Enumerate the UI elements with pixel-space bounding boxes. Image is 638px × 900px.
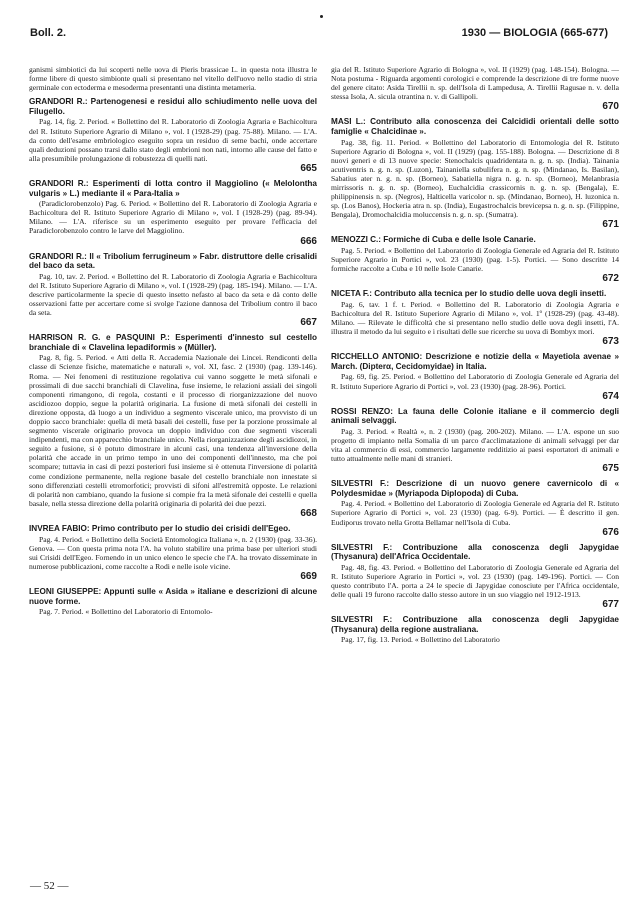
entry-number: 667	[300, 317, 317, 329]
abstract-entry	[29, 65, 317, 92]
entry-number: 665	[300, 162, 317, 174]
abstract-entry	[331, 65, 619, 112]
entry-number: 674	[602, 390, 619, 402]
entry-text: (Paradiclorobenzolo) Pag. 6. Period. « Bollettino del R. Laboratorio di Zoologia Agraria e Bachicoltura del R. Istituto Superiore Agrario di Milano », vol. I (1928-29) (pag. 89-94). Milano. — L'A. riferisce su un esperimento eseguito per provare l'efficacia del Paradiclorobenzolo contro le larve del Maggiolino.	[29, 199, 317, 236]
abstract-entry	[331, 479, 619, 537]
entry-text: Pag. 3. Period. « Realtà », n. 2 (1930) (pag. 200-202). Milano. — L'A. espone un suo progetto di impianto nella Somalia di un parco d'acclimatazione di animali selvaggi per dar vita al commercio di essi, commercio largamente redditizio ai paesi esportatori di animali e tutto attualmente nelle mani di stranieri.	[331, 426, 619, 464]
abstract-entry	[331, 235, 619, 284]
entry-title: NICETA F.: Contributo alla tecnica per lo studio delle uova degli insetti.	[331, 289, 607, 299]
entry-title: SILVESTRI F.: Descrizione di un nuovo genere cavernicolo di « Polydesmidae » (Myriapoda Diplopoda) di Cuba.	[331, 479, 619, 498]
abstract-entry	[29, 252, 317, 329]
abstract-entry	[331, 407, 619, 475]
abstract-entry	[29, 97, 317, 174]
entry-title: MASI L.: Contributo alla conoscenza dei Calcididi orientali delle sotto famiglie « Chalcidinae ».	[331, 117, 619, 136]
entry-title: HARRISON R. G. e PASQUINI P.: Esperimenti d'innesto sul cestello branchiale di « Clavelina lepadiformis » (Müller).	[29, 333, 317, 352]
entry-text: Pag. 4. Period. « Bollettino della Società Entomologica Italiana », n. 2 (1930) (pag. 33-36). Genova. — Con questa prima nota l'A. ha voluto stabilire una prima base per ulteriori studi sui Crisidi dell'Egeo. Fornendo in un unico elenco le specie che l'A. ha trovato disseminate in numerose pubblicazioni, come raccolte a Rodi e nelle isole vicine.	[29, 534, 317, 571]
entry-text: Pag. 10, tav. 2. Period. « Bollettino del R. Laboratorio di Zoologia Agraria e Bachicoltura del R. Istituto Superiore Agrario di Milano », vol. I (1928-29) (pag. 185-194). Milano. — L'A. descrive particolarmente la specie di questo insetto nefasto al baco da seta e dà conto delle osservazioni fatte per accertare come si svolge l'azione dannosa del Tribolium contro il baco da seta.	[29, 271, 317, 318]
entry-title: MENOZZI C.: Formiche di Cuba e delle Isole Canarie.	[331, 235, 536, 245]
entry-title: SILVESTRI F.: Contribuzione alla conoscenza degli Japygidae (Thysanura) della regione australiana.	[331, 615, 619, 634]
entry-number: 671	[602, 219, 619, 231]
entry-text: Pag. 14, fig. 2. Period. « Bollettino del R. Laboratorio di Zoologia Agraria e Bachicoltura del R. Istituto Superiore Agrario di Milano », vol. I (1928-29) (pag. 75-88). Milano. — L'A. da conto dell'esame embriologico eseguito sopra un residuo di seme bachi, onde accertare quali deduzioni possano trarsi dallo stato degli embrioni non nati, intorno alle cause del fatto e alla presumibile prolungazione di robustezza di quelli nati.	[29, 117, 317, 163]
abstract-entry	[331, 289, 619, 347]
journal-label: Boll. 2.	[30, 27, 67, 39]
entry-text: Pag. 38, fig. 11. Period. « Bollettino del Laboratorio di Entomologia del R. Istituto Superiore Agrario di Bologna », vol. II (1929) (pag. 155-188). Bologna. — Descrizione di 8 nuovi generi e di 13 nuove specie: Stenochalcis quadridentata n. g. n. sp. (India). Tainania acutiventris n. g. n. sp. (Luzon), Tainaniella subulifera n. g. n. sp. (Mindanao, Is. Basilan), Sabatius ater n. g. n. sp. (Borneo), Sabatiella nigra n. g. n. sp. (Borneo), Melanbrasia mirrissoris n. g. n. sp. (Borneo), Euchalcidia crassicornis n. g. n. sp. (Bengala), E. philippinensis n. sp. (Negros), Halticella varicolor n. sp. (Mindanao, Borneo), H. luzonica n. sp. (Los Banos), Hockeria atra n. sp. (India), Eugastrochalcis brevicepsa n. g. n. sp. (Filippine, Bengala), Dromochalcidia moluccensis n. g. n. sp. (Sumatra).	[331, 137, 619, 220]
entry-text: Pag. 4. Period. « Bollettino del Laboratorio di Zoologia Generale ed Agraria del R. Istituto Superiore Agrario di Portici », vol. 23 (1930) (pag. 6-9). Portici. — È descritto il gen. Eudiporus trovato nella Grotta Bellamar nell'Isola di Cuba.	[331, 499, 619, 527]
page-number: — 52 —	[30, 880, 69, 892]
abstract-entry	[331, 117, 619, 230]
entry-text: Pag. 48, fig. 43. Period. « Bollettino del Laboratorio di Zoologia Generale ed Agraria del R. Istituto Superiore Agrario in Portici », vol. 23 (1930) (pag. 149-196). Portici. — Con questo contributo l'A. porta a 24 le specie di Japygidae conosciute per l'Africa occidentale, delle quali 19 furono raccolte dallo stesso autore in un suo viaggio nel 1912-1913.	[331, 562, 619, 600]
abstract-entry	[29, 524, 317, 582]
entry-text: Pag. 69, fig. 25. Period. « Bollettino del Laboratorio di Zoologia Generale ed Agraria del R. Istituto Superiore Agrario di Portici », vol. 23 (1930) (pag. 28-96). Portici.	[331, 372, 619, 391]
page-header	[30, 27, 608, 41]
entry-text: Pag. 8, fig. 5. Period. « Atti della R. Accademia Nazionale dei Lincei. Rendiconti della classe di Scienze fisiche, matematiche e naturali », vol. XI, fasc. 2 (1930) (pag. 139-146). Roma. — Nei fenomeni di restituzione regolativa cui vanno soggette le metà sifonali e prossimali di due sacchi branchiali di Clavelina, fuse insieme, le relazioni assiali dei singoli componenti rimangono, di regola, costanti e il processo di riorganizzazione del nuovo ascidiozoo doppio, segue la polarità originaria. La fusione di metà sifonali dei cestelli in direzione opposta, dà luogo a un individuo a segmento viscerale unico, ma provvisto di un doppio sacco branchiale: quella di metà basali dei cestelli, fuse per la porzione prossimale al segmento viscerale originario provoca un doppio individuo con due segmenti viscerali indipendenti, ma con apparecchio branchiale unico. Nella riorganizzazione degli ascidiozoi, in seguito a fusione, si è potuto dimostrare in alcuni casi, una tendenza all'inversione della polarità che accade in un primo tempo in uno dei componenti dell'innesto, ma che poi scompare; tuttavia in casi di pezzi posteriori fusi insieme si è ottenuta l'inversione di polarità come condizione permanente, nella regione basale del cestello branchiale non innestate si sono differenziati cestelli etromorfotici; provvisti di sifoni all'estremità opposte. Le relazioni di polarità non cambiano, quando la fusione si compie fra la metà sifonale dei cestelli e quella basale, nella stessa direzione della polarità originaria di polarità dei due pezzi.	[29, 353, 317, 508]
entry-number: 677	[602, 599, 619, 611]
entry-number: 673	[602, 336, 619, 348]
entry-text: Pag. 6, tav. 1 f. t. Period. « Bollettino del R. Laboratorio di Zoologia Agraria e Bachicoltura del R. Istituto Superiore Agrario di Milano », vol. 1º (1928-29) (pag. 43-48). Milano. — Rilevate le difficoltà che si presentano nello studio delle uova degli insetti, l'A. illustra il metodo da lui seguito e i risultati delle sue ricerche su uova di Bombyx mori.	[331, 299, 619, 337]
entry-title: GRANDORI R.: Il « Tribolium ferrugineum » Fabr. distruttore delle crisalidi del baco da seta.	[29, 251, 317, 271]
ink-dot	[320, 15, 323, 18]
entry-text: gia del R. Istituto Superiore Agrario di Bologna », vol. II (1929) (pag. 148-154). Bologna. — Nota postuma - Riguarda argomenti corologici e comprende la descrizione di tre forme nuove del genere citato: Asida Tirellii n. sp. dell'Isola di Lampedusa, A. Tirellii Ragusae n. v. della stessa Isola, A. sicula otrantina n. v. di Gallipoli.	[331, 65, 619, 102]
entry-text: Pag. 17, fig. 13. Period. « Bollettino del Laboratorio	[341, 635, 500, 645]
entry-number: 670	[602, 101, 619, 113]
entry-number: 676	[602, 526, 619, 538]
entry-number: 669	[300, 570, 317, 582]
abstract-entry	[29, 587, 317, 616]
entry-title: GRANDORI R.: Esperimenti di lotta contro il Maggiolino (« Melolontha vulgaris » L.) mediante il « Para-Italia »	[29, 178, 317, 198]
abstract-entry	[331, 615, 619, 644]
abstract-entry	[29, 179, 317, 247]
entry-title: GRANDORI R.: Partenogenesi e residui allo schiudimento nelle uova del Filugello.	[29, 97, 317, 116]
entry-text: Pag. 5. Period. « Bollettino del Laboratorio di Zoologia Generale ed Agraria del R. Istituto Superiore Agrario in Portici », vol. 23 (1930) (pag. 1-5). Portici. — Sono descritte 14 formiche raccolte a Cuba e 10 nelle Isole Canarie.	[331, 246, 619, 274]
entry-title: RICCHELLO ANTONIO: Descrizione e notizie della « Mayetiola avenae » March. (Dipterα, Cecidomyidae) in Italia.	[331, 352, 619, 371]
entry-title: ROSSI RENZO: La fauna delle Colonie italiane e il commercio degli animali selvaggi.	[331, 406, 619, 426]
entry-title: INVREA FABIO: Primo contributo per lo studio dei crisidi dell'Egeo.	[29, 523, 291, 533]
entry-number: 666	[300, 235, 317, 247]
left-column	[29, 64, 317, 621]
abstract-entry	[29, 333, 317, 519]
entry-text: ganismi simbiotici da lui scoperti nelle uova di Pieris brassicae L. in questa nota illustra le forme libere di questo simbionte quali si presentano nel vitello dell'uovo nello stadio di stria germinale con ectoderma e mesoderma presentanti una distinta metameria.	[29, 65, 317, 93]
abstract-entry	[331, 543, 619, 611]
abstract-entry	[331, 352, 619, 401]
entry-number: 675	[602, 463, 619, 475]
entry-number: 672	[602, 273, 619, 285]
entry-text: Pag. 7. Period. « Bollettino del Laboratorio di Entomolo-	[39, 607, 213, 617]
entry-number: 668	[300, 507, 317, 519]
entry-title: SILVESTRI F.: Contribuzione alla conoscenza degli Japygidae (Thysanura) dell'Africa Occidentale.	[331, 542, 619, 562]
right-column	[331, 64, 619, 650]
entry-title: LEONI GIUSEPPE: Appunti sulle « Asida » italiane e descrizioni di alcune nuove forme.	[29, 586, 317, 606]
section-title: 1930 — BIOLOGIA (665-677)	[461, 27, 608, 39]
